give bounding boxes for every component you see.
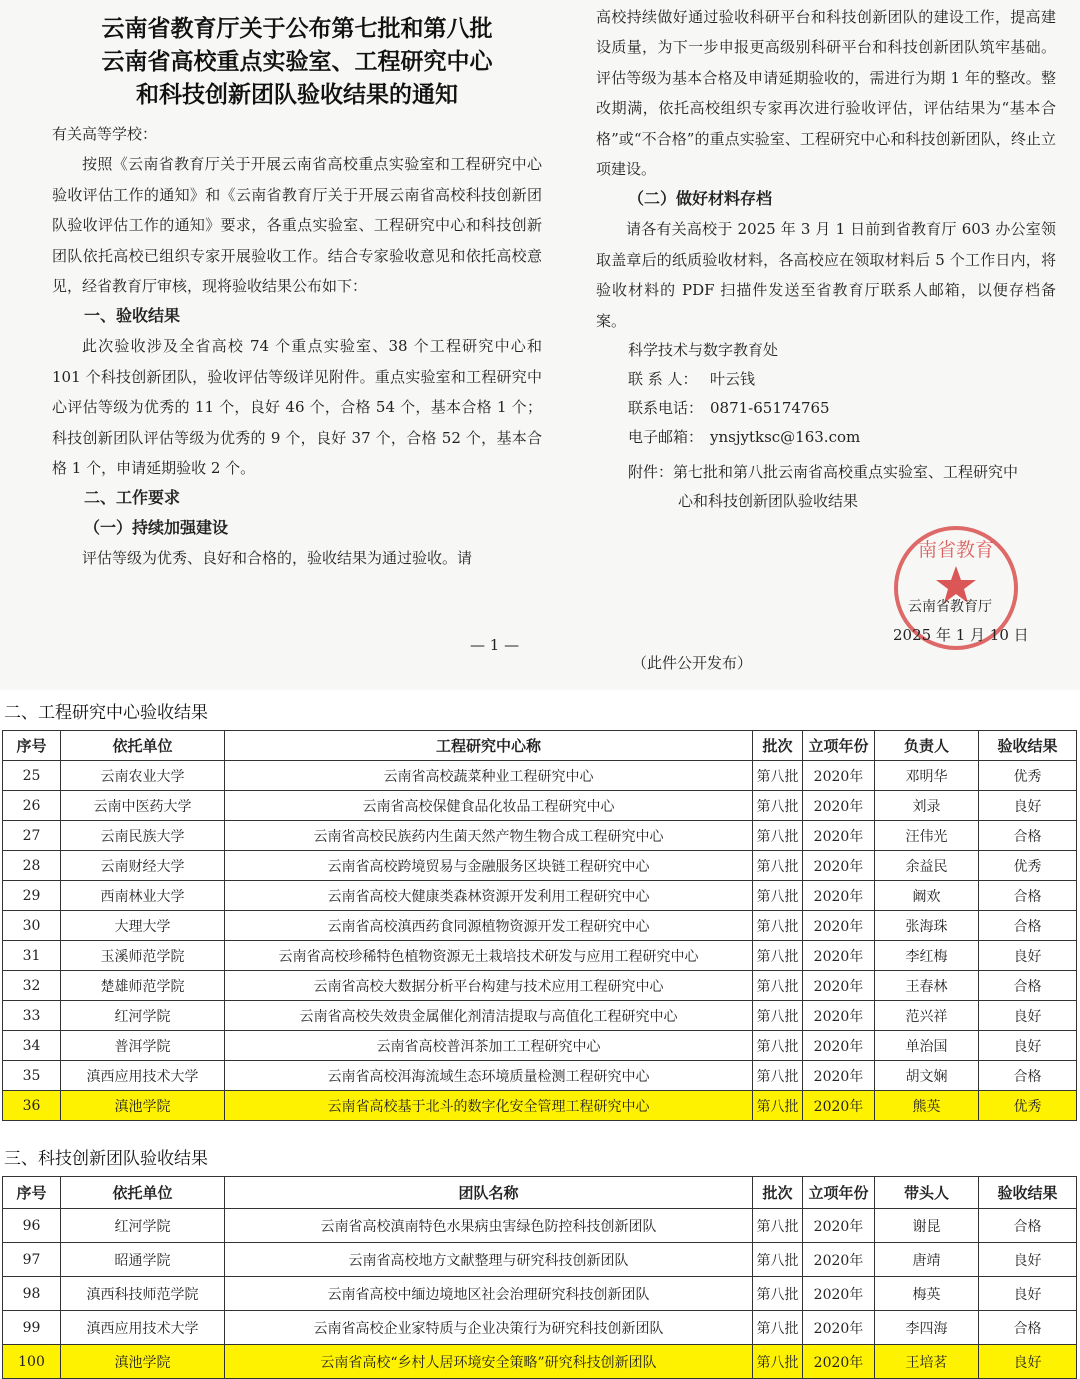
table-row <box>3 1031 1077 1061</box>
table-cell: 2020年 <box>803 761 875 791</box>
table-cell: 云南农业大学 <box>61 761 225 791</box>
contact-label: 联 系 人： <box>628 370 698 389</box>
table-row <box>3 941 1077 971</box>
table-row <box>3 1091 1077 1121</box>
table-cell: 李四海 <box>875 1311 979 1345</box>
table-cell: 第八批 <box>753 1277 803 1311</box>
table-cell: 邓明华 <box>875 761 979 791</box>
table-cell: 2020年 <box>803 1001 875 1031</box>
table-cell: 2020年 <box>803 1277 875 1311</box>
intro-paragraph: 按照《云南省教育厅关于开展云南省高校重点实验室和工程研究中心验收评估工作的通知》和《云南省教育厅关于开展云南省高校科技创新团队验收评估工作的通知》要求，各重点实验室、工程研究中心和科技创新团队依托高校已组织专家开展验收工作。结合专家验收意见和依托高校意见，经省教育厅审核，现将验收结果公布如下： <box>52 155 542 296</box>
table-cell: 良好 <box>979 941 1077 971</box>
table-cell: 32 <box>3 971 61 1001</box>
table-row <box>3 971 1077 1001</box>
table-cell: 谢昆 <box>875 1209 979 1243</box>
requirement-1-start: 评估等级为优秀、良好和合格的，验收结果为通过验收。请 <box>82 549 473 568</box>
table-cell: 单治国 <box>875 1031 979 1061</box>
table-cell: 第八批 <box>753 1031 803 1061</box>
table-cell: 云南省高校大健康类森林资源开发利用工程研究中心 <box>225 881 753 911</box>
table-cell: 王春林 <box>875 971 979 1001</box>
table-cell: 云南省高校企业家特质与企业决策行为研究科技创新团队 <box>225 1311 753 1345</box>
table-row <box>3 821 1077 851</box>
table-cell: 优秀 <box>979 761 1077 791</box>
table-cell: 34 <box>3 1031 61 1061</box>
contact-label: 联系电话： <box>628 399 704 418</box>
table-cell: 熊英 <box>875 1091 979 1121</box>
table-cell: 余益民 <box>875 851 979 881</box>
table-row <box>3 1311 1077 1345</box>
table-cell: 云南省高校失效贵金属催化剂清洁提取与高值化工程研究中心 <box>225 1001 753 1031</box>
contact-label: 电子邮箱： <box>628 428 704 447</box>
table-cell: 张海珠 <box>875 911 979 941</box>
table-cell: 合格 <box>979 1061 1077 1091</box>
attachment-label: 附件： <box>628 463 674 482</box>
table-row <box>3 1277 1077 1311</box>
table-cell: 良好 <box>979 1277 1077 1311</box>
table-row <box>3 1345 1077 1379</box>
table-cell: 第八批 <box>753 1345 803 1379</box>
table-cell: 2020年 <box>803 911 875 941</box>
heading-archive: （二）做好材料存档 <box>628 189 773 209</box>
table-cell: 2020年 <box>803 1345 875 1379</box>
table-cell: 昭通学院 <box>61 1243 225 1277</box>
table-cell: 28 <box>3 851 61 881</box>
table-cell: 云南省高校地方文献整理与研究科技创新团队 <box>225 1243 753 1277</box>
table-header-row <box>3 731 1077 761</box>
salutation: 有关高等学校： <box>52 125 158 143</box>
table-cell: 2020年 <box>803 1311 875 1345</box>
table-cell: 王培茗 <box>875 1345 979 1379</box>
table-cell: 第八批 <box>753 791 803 821</box>
column-header: 验收结果 <box>979 1177 1077 1209</box>
table-cell: 2020年 <box>803 791 875 821</box>
table-cell: 第八批 <box>753 1091 803 1121</box>
public-release-note: （此件公开发布） <box>632 654 753 672</box>
table-cell: 良好 <box>979 1001 1077 1031</box>
table-cell: 红河学院 <box>61 1209 225 1243</box>
heading-continue-building: （一）持续加强建设 <box>84 518 229 538</box>
teams-section-title: 三、科技创新团队验收结果 <box>4 1149 208 1169</box>
table-cell: 2020年 <box>803 1243 875 1277</box>
table-cell: 第八批 <box>753 941 803 971</box>
table-cell: 刘录 <box>875 791 979 821</box>
table-cell: 云南省高校滇西药食同源植物资源开发工程研究中心 <box>225 911 753 941</box>
table-cell: 滇西应用技术大学 <box>61 1311 225 1345</box>
engineering-results-table <box>2 730 1077 1121</box>
attachment-line-2: 心和科技创新团队验收结果 <box>678 492 859 511</box>
table-cell: 玉溪师范学院 <box>61 941 225 971</box>
table-cell: 第八批 <box>753 1311 803 1345</box>
contact-phone-row <box>628 394 1056 423</box>
table-cell: 优秀 <box>979 851 1077 881</box>
table-cell: 35 <box>3 1061 61 1091</box>
column-header: 批次 <box>753 1177 803 1209</box>
table-cell: 第八批 <box>753 911 803 941</box>
title-line-2: 云南省高校重点实验室、工程研究中心 <box>101 48 493 75</box>
table-row <box>3 881 1077 911</box>
table-cell: 良好 <box>979 1345 1077 1379</box>
table-row <box>3 911 1077 941</box>
table-cell: 36 <box>3 1091 61 1121</box>
table-cell: 大理大学 <box>61 911 225 941</box>
table-cell: 云南民族大学 <box>61 821 225 851</box>
attachment-note <box>596 458 1056 516</box>
table-cell: 合格 <box>979 1209 1077 1243</box>
table-cell: 云南省高校普洱茶加工工程研究中心 <box>225 1031 753 1061</box>
table-cell: 云南省高校基于北斗的数字化安全管理工程研究中心 <box>225 1091 753 1121</box>
table-row <box>3 1243 1077 1277</box>
column-header: 依托单位 <box>61 731 225 761</box>
svg-text:南省教育: 南省教育 <box>917 539 995 561</box>
table-cell: 胡文娴 <box>875 1061 979 1091</box>
table-cell: 优秀 <box>979 1091 1077 1121</box>
table-cell: 第八批 <box>753 1243 803 1277</box>
table-cell: 云南省高校“乡村人居环境安全策略”研究科技创新团队 <box>225 1345 753 1379</box>
column-header: 依托单位 <box>61 1177 225 1209</box>
heading-results: 一、验收结果 <box>84 306 181 326</box>
table-cell: 2020年 <box>803 971 875 1001</box>
table-row <box>3 851 1077 881</box>
column-header: 序号 <box>3 731 61 761</box>
table-cell: 云南省高校中缅边境地区社会治理研究科技创新团队 <box>225 1277 753 1311</box>
table-cell: 2020年 <box>803 821 875 851</box>
table-row <box>3 761 1077 791</box>
table-cell: 第八批 <box>753 1061 803 1091</box>
heading-requirements: 二、工作要求 <box>84 488 181 508</box>
column-header: 批次 <box>753 731 803 761</box>
engineering-section-title: 二、工程研究中心验收结果 <box>4 703 208 723</box>
column-header: 团队名称 <box>225 1177 753 1209</box>
table-cell: 阚欢 <box>875 881 979 911</box>
table-cell: 合格 <box>979 881 1077 911</box>
table-cell: 云南省高校跨境贸易与金融服务区块链工程研究中心 <box>225 851 753 881</box>
table-cell: 云南省高校保健食品化妆品工程研究中心 <box>225 791 753 821</box>
title-line-1: 云南省教育厅关于公布第七批和第八批 <box>101 15 493 42</box>
table-cell: 第八批 <box>753 971 803 1001</box>
requirement-2: 请各有关高校于 2025 年 3 月 1 日前到省教育厅 603 办公室领取盖章后的纸质验收材料，各高校应在领取材料后 5 个工作日内，将验收材料的 PDF 扫描件发送至省教育厅联系人邮箱，以便存档备案。 <box>596 220 1056 330</box>
table-cell: 西南林业大学 <box>61 881 225 911</box>
table-cell: 第八批 <box>753 881 803 911</box>
table-cell: 汪伟光 <box>875 821 979 851</box>
table-cell: 30 <box>3 911 61 941</box>
contact-email-row <box>628 423 1056 452</box>
notice-left-column <box>52 12 542 574</box>
column-header: 立项年份 <box>803 731 875 761</box>
table-row <box>3 791 1077 821</box>
table-cell: 第八批 <box>753 821 803 851</box>
table-cell: 范兴祥 <box>875 1001 979 1031</box>
table-row <box>3 1061 1077 1091</box>
table-cell: 合格 <box>979 821 1077 851</box>
table-cell: 第八批 <box>753 1001 803 1031</box>
table-cell: 2020年 <box>803 1091 875 1121</box>
contact-value: 0871-65174765 <box>710 399 830 418</box>
table-cell: 滇西应用技术大学 <box>61 1061 225 1091</box>
title-line-3: 和科技创新团队验收结果的通知 <box>136 81 458 108</box>
table-row <box>3 1209 1077 1243</box>
requirement-1-continued: 高校持续做好通过验收科研平台和科技创新团队的建设工作，提高建设质量，为下一步申报更高级别科研平台和科技创新团队筑牢基础。评估等级为基本合格及申请延期验收的，需进行为期 1 年的整改。整改期满，依托高校组织专家再次进行验收评估，评估结果为“基本合格”或“不合格”的重点实验室、工程研究中心和科技创新团队，终止立项建设。 <box>596 8 1056 179</box>
table-cell: 普洱学院 <box>61 1031 225 1061</box>
table-cell: 100 <box>3 1345 61 1379</box>
table-cell: 楚雄师范学院 <box>61 971 225 1001</box>
table-cell: 李红梅 <box>875 941 979 971</box>
contact-value: ynsjytksc@163.com <box>710 428 861 447</box>
notice-title <box>52 12 542 111</box>
results-paragraph: 此次验收涉及全省高校 74 个重点实验室、38 个工程研究中心和 101 个科技创新团队，验收评估等级详见附件。重点实验室和工程研究中心评估等级为优秀的 11 个，良好 46 个，合格 54 个，基本合格 1 个；科技创新团队评估等级为优秀的 9 个，良好 37 个，合格 52 个，基本合格 1 个，申请延期验收 2 个。 <box>52 337 542 478</box>
table-cell: 云南财经大学 <box>61 851 225 881</box>
table-cell: 合格 <box>979 971 1077 1001</box>
table-cell: 31 <box>3 941 61 971</box>
table-cell: 2020年 <box>803 881 875 911</box>
attachment-line-1: 第七批和第八批云南省高校重点实验室、工程研究中 <box>673 463 1019 482</box>
office-name: 科学技术与数字教育处 <box>628 341 779 360</box>
notice-right-column <box>596 2 1056 516</box>
teams-results-table <box>2 1176 1077 1379</box>
column-header: 验收结果 <box>979 731 1077 761</box>
table-cell: 2020年 <box>803 941 875 971</box>
table-cell: 26 <box>3 791 61 821</box>
table-cell: 合格 <box>979 911 1077 941</box>
engineering-table-body <box>3 761 1077 1121</box>
table-cell: 27 <box>3 821 61 851</box>
table-cell: 第八批 <box>753 761 803 791</box>
table-cell: 96 <box>3 1209 61 1243</box>
table-cell: 滇池学院 <box>61 1091 225 1121</box>
table-cell: 滇西科技师范学院 <box>61 1277 225 1311</box>
table-cell: 第八批 <box>753 1209 803 1243</box>
table-cell: 云南省高校洱海流域生态环境质量检测工程研究中心 <box>225 1061 753 1091</box>
table-cell: 29 <box>3 881 61 911</box>
issue-date: 2025 年 1 月 10 日 <box>893 626 1029 644</box>
contact-value: 叶云钱 <box>710 370 756 389</box>
table-cell: 99 <box>3 1311 61 1345</box>
table-cell: 云南省高校珍稀特色植物资源无土栽培技术研发与应用工程研究中心 <box>225 941 753 971</box>
table-row <box>3 1001 1077 1031</box>
table-cell: 梅英 <box>875 1277 979 1311</box>
table-cell: 红河学院 <box>61 1001 225 1031</box>
table-cell: 25 <box>3 761 61 791</box>
column-header: 带头人 <box>875 1177 979 1209</box>
column-header: 负责人 <box>875 731 979 761</box>
table-cell: 云南中医药大学 <box>61 791 225 821</box>
table-cell: 良好 <box>979 1243 1077 1277</box>
teams-table-body <box>3 1209 1077 1379</box>
table-cell: 良好 <box>979 791 1077 821</box>
table-cell: 云南省高校蔬菜种业工程研究中心 <box>225 761 753 791</box>
table-cell: 良好 <box>979 1031 1077 1061</box>
table-cell: 98 <box>3 1277 61 1311</box>
page-number: — 1 — <box>470 636 520 654</box>
table-cell: 云南省高校民族药内生菌天然产物生物合成工程研究中心 <box>225 821 753 851</box>
table-cell: 97 <box>3 1243 61 1277</box>
table-cell: 2020年 <box>803 1031 875 1061</box>
table-cell: 唐靖 <box>875 1243 979 1277</box>
table-cell: 33 <box>3 1001 61 1031</box>
table-cell: 滇池学院 <box>61 1345 225 1379</box>
table-cell: 合格 <box>979 1311 1077 1345</box>
table-cell: 2020年 <box>803 1061 875 1091</box>
table-header-row <box>3 1177 1077 1209</box>
table-cell: 云南省高校滇南特色水果病虫害绿色防控科技创新团队 <box>225 1209 753 1243</box>
contact-person-row <box>628 365 1056 394</box>
column-header: 立项年份 <box>803 1177 875 1209</box>
table-cell: 第八批 <box>753 851 803 881</box>
column-header: 序号 <box>3 1177 61 1209</box>
column-header: 工程研究中心称 <box>225 731 753 761</box>
issuing-organization: 云南省教育厅 <box>908 599 992 615</box>
contact-block <box>596 336 1056 452</box>
table-cell: 云南省高校大数据分析平台构建与技术应用工程研究中心 <box>225 971 753 1001</box>
table-cell: 2020年 <box>803 1209 875 1243</box>
table-cell: 2020年 <box>803 851 875 881</box>
